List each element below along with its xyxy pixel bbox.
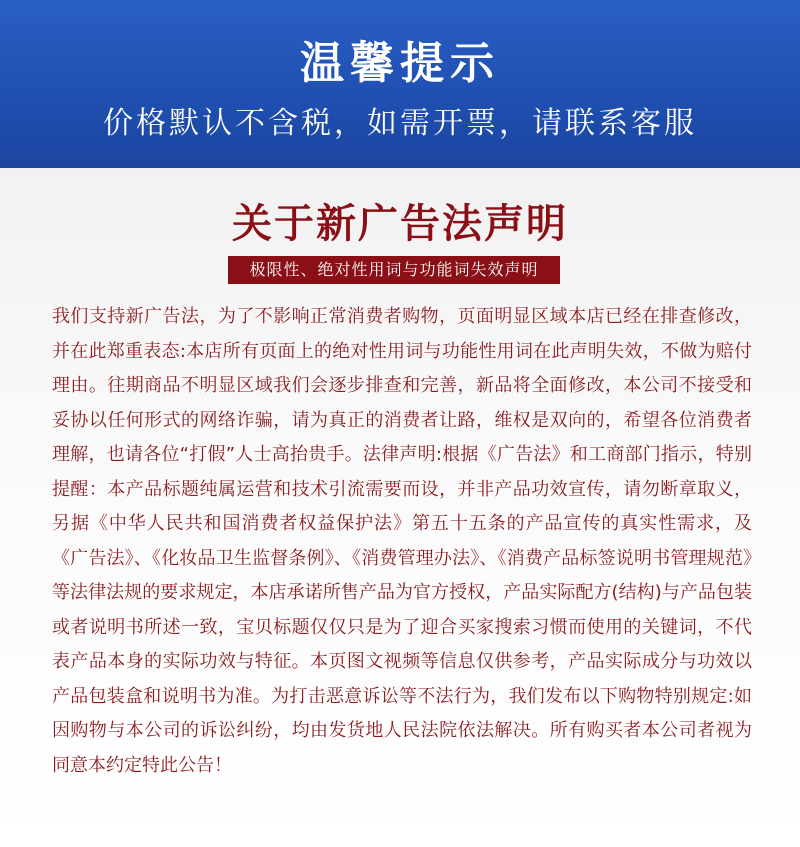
header-subtitle: 价格默认不含税，如需开票，请联系客服 — [103, 106, 697, 141]
notice-body-text: 我们支持新广告法，为了不影响正常消费者购物，页面明显区域本店已经在排查修改，并在此郑重表态:本店所有页面上的绝对性用词与功能性用词在此声明失效，不做为赔付理由。往期商品不明显区域我们会逐步排查和完善，新品将全面修改，本公司不接受和妥协以任何形式的网络诈骗，请为真正的消费者让路，维权是双向的，希望各位消费者理解，也请各位“打假”人士高抬贵手。法律声明:根据《广告法》和工商部门指示，特别提醒：本产品标题纯属运营和技术引流需要而设，并非产品功效宣传，请勿断章取义，另据《中华人民共和国消费者权益保护法》第五十五条的产品宣传的真实性需求，及《广告法》、《化妆品卫生监督条例》、《消费管理办法》、《消费产品标签说明书管理规范》等法律法规的要求规定，本店承诺所售产品为官方授权，产品实际配方(结构)与产品包装或者说明书所述一致，宝贝标题仅仅只是为了迎合买家搜索习惯而使用的关键词，不代表产品本身的实际功效与特征。本页图文视频等信息仅供参考，产品实际成分与功效以产品包装盒和说明书为准。为打击恶意诉讼等不法行为，我们发布以下购物特别规定:如因购物与本公司的诉讼纠纷，均由发货地人民法院依法解决。所有购买者本公司者视为同意本约定特此公告！ — [52, 306, 752, 776]
notice-badge: 极限性、绝对性用词与功能词失效声明 — [228, 256, 560, 284]
notice-title: 关于新广告法声明 — [232, 200, 568, 247]
notice-header-banner — [0, 0, 800, 168]
header-title: 温馨提示 — [300, 38, 500, 89]
